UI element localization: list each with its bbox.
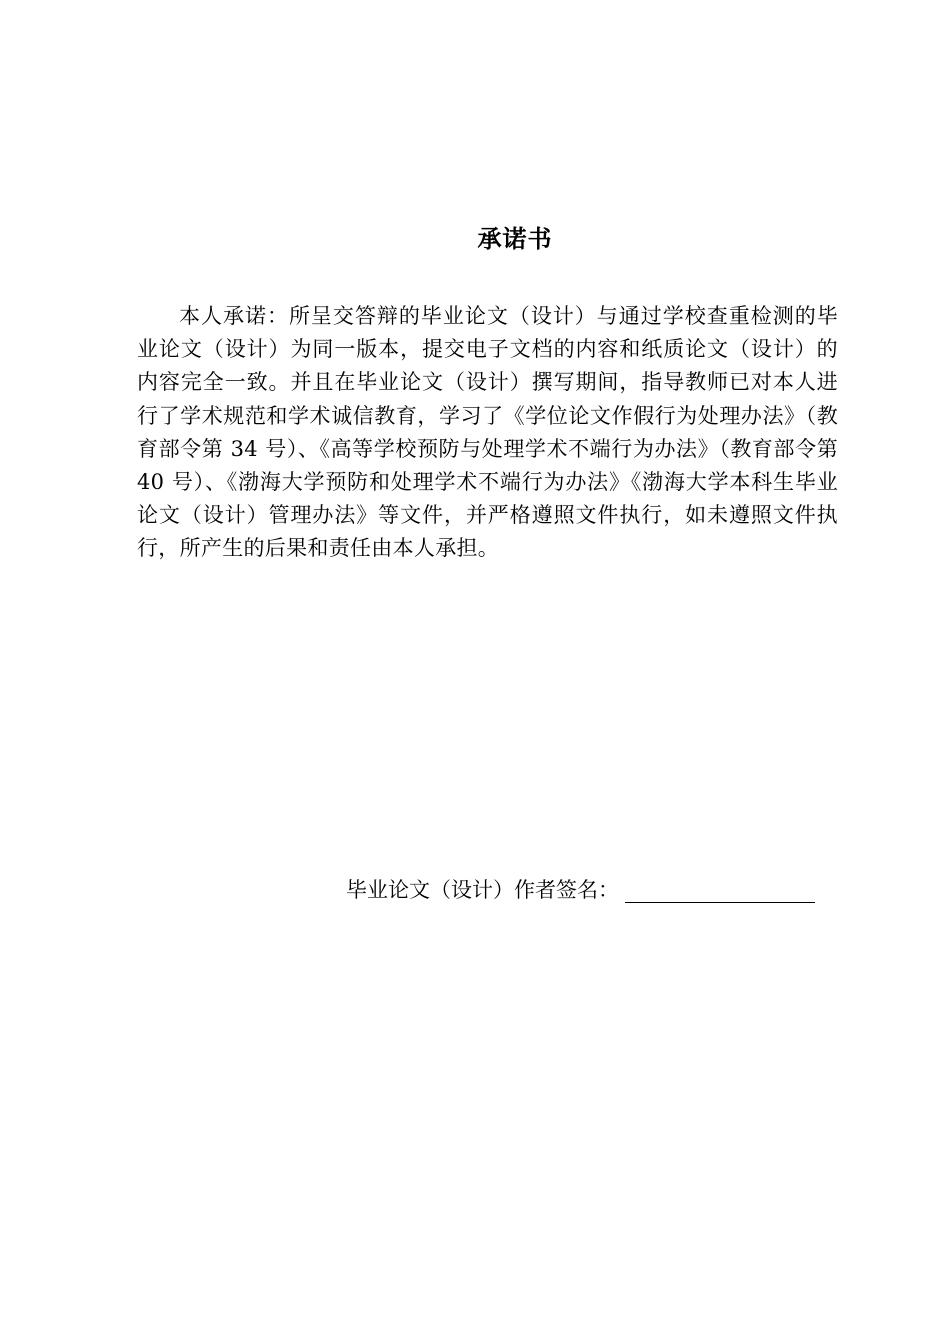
pledge-paragraph: 本人承诺：所呈交答辩的毕业论文（设计）与通过学校查重检测的毕业论文（设计）为同一版本，提交电子文档的内容和纸质论文（设计）的内容完全一致。并且在毕业论文（设计）撰写期间，指导教师已对本人进行了学术规范和学术诚信教育，学习了《学位论文作假行为处理办法》（教育部令第 34 号）、《高等学校预防与处理学术不端行为办法》（教育部令第 40 号）、《渤海大学预防和处理学术不端行为办法》《渤海大学本科生毕业论文（设计）管理办法》等文件，并严格遵照文件执行，如未遵照文件执行，所产生的后果和责任由本人承担。 — [137, 304, 838, 561]
signature-row — [346, 873, 876, 907]
page-title: 承诺书 — [477, 224, 553, 253]
signature-blank-line[interactable] — [625, 878, 815, 903]
signature-label: 毕业论文（设计）作者签名： — [346, 878, 619, 902]
